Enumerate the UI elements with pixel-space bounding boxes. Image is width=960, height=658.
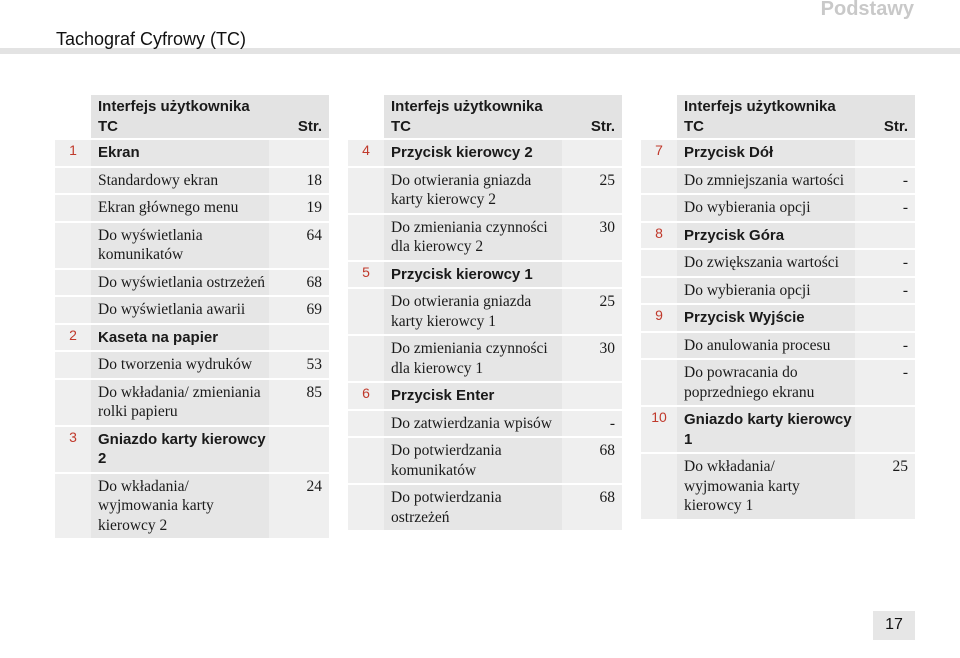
entry-label: Do wkładania/ wyjmowania karty kierowcy 2 <box>91 473 269 539</box>
toc-entry-row <box>641 194 915 222</box>
toc-entry-row <box>55 194 329 222</box>
entry-number <box>55 379 91 426</box>
header-page-label: Str. <box>269 94 329 139</box>
toc-entry-row <box>348 167 622 214</box>
entry-label: Do anulowania procesu <box>677 332 855 360</box>
category-label: Gniazdo karty kierowcy 2 <box>91 426 269 473</box>
toc-category-row <box>55 426 329 473</box>
toc-entry-row <box>348 288 622 335</box>
category-label: Przycisk kierowcy 1 <box>384 261 562 289</box>
toc-table-1 <box>55 93 329 538</box>
entry-page <box>269 426 329 473</box>
entry-number <box>348 214 384 261</box>
entry-number: 7 <box>641 139 677 167</box>
entry-page: 64 <box>269 222 329 269</box>
category-label: Gniazdo karty kierowcy 1 <box>677 406 855 453</box>
toc-table-2 <box>348 93 622 530</box>
entry-number <box>55 296 91 324</box>
entry-label: Do zwiększania wartości <box>677 249 855 277</box>
header-page-label: Str. <box>562 94 622 139</box>
toc-entry-row <box>55 296 329 324</box>
toc-entry-row <box>55 222 329 269</box>
toc-entry-row <box>55 167 329 195</box>
entry-page <box>562 382 622 410</box>
entry-number <box>55 222 91 269</box>
entry-number <box>348 484 384 530</box>
toc-entry-row <box>348 214 622 261</box>
toc-entry-row <box>348 484 622 530</box>
entry-page: - <box>855 249 915 277</box>
header-page-label: Str. <box>855 94 915 139</box>
toc-entry-row <box>348 335 622 382</box>
entry-number: 5 <box>348 261 384 289</box>
header-title: Interfejs użytkownika TC <box>677 94 855 139</box>
entry-number <box>55 194 91 222</box>
toc-category-row <box>348 261 622 289</box>
entry-number: 2 <box>55 324 91 352</box>
toc-entry-row <box>348 410 622 438</box>
entry-page: 19 <box>269 194 329 222</box>
entry-number <box>641 167 677 195</box>
entry-number: 9 <box>641 304 677 332</box>
entry-number <box>55 167 91 195</box>
entry-number <box>348 167 384 214</box>
toc-entry-row <box>55 473 329 539</box>
entry-label: Do potwierdzania komunikatów <box>384 437 562 484</box>
entry-page <box>855 304 915 332</box>
entry-page: 25 <box>855 453 915 519</box>
entry-page: - <box>562 410 622 438</box>
entry-number <box>641 277 677 305</box>
entry-page: 68 <box>562 484 622 530</box>
category-label: Przycisk Enter <box>384 382 562 410</box>
header-spacer <box>641 94 677 139</box>
entry-label: Standardowy ekran <box>91 167 269 195</box>
entry-number <box>641 453 677 519</box>
header-title: Interfejs użytkownika TC <box>91 94 269 139</box>
category-label: Przycisk Wyjście <box>677 304 855 332</box>
entry-number: 1 <box>55 139 91 167</box>
entry-label: Do wkładania/ wyjmowania karty kierowcy 1 <box>677 453 855 519</box>
toc-entry-row <box>641 332 915 360</box>
entry-label: Do otwierania gniazda karty kierowcy 1 <box>384 288 562 335</box>
category-label: Przycisk kierowcy 2 <box>384 139 562 167</box>
toc-entry-row <box>641 359 915 406</box>
toc-entry-row <box>55 379 329 426</box>
category-label: Przycisk Dół <box>677 139 855 167</box>
toc-header-row <box>55 94 329 139</box>
toc-entry-row <box>641 453 915 519</box>
entry-page: 30 <box>562 335 622 382</box>
document-title: Tachograf Cyfrowy (TC) <box>56 29 247 49</box>
entry-label: Do tworzenia wydruków <box>91 351 269 379</box>
entry-page: - <box>855 277 915 305</box>
entry-page: 68 <box>562 437 622 484</box>
entry-label: Do otwierania gniazda karty kierowcy 2 <box>384 167 562 214</box>
entry-number <box>55 351 91 379</box>
entry-label: Ekran głównego menu <box>91 194 269 222</box>
entry-number <box>348 335 384 382</box>
entry-number: 10 <box>641 406 677 453</box>
entry-page: 25 <box>562 288 622 335</box>
entry-label: Do wkładania/ zmieniania rolki papieru <box>91 379 269 426</box>
entry-number <box>641 359 677 406</box>
entry-page <box>562 139 622 167</box>
entry-page <box>855 222 915 250</box>
entry-page <box>855 406 915 453</box>
entry-label: Do wyświetlania ostrzeżeń <box>91 269 269 297</box>
entry-label: Do zmieniania czynności dla kierowcy 1 <box>384 335 562 382</box>
entry-number <box>348 437 384 484</box>
toc-entry-row <box>641 249 915 277</box>
entry-page: 85 <box>269 379 329 426</box>
entry-page: - <box>855 332 915 360</box>
toc-category-row <box>348 139 622 167</box>
entry-number <box>641 194 677 222</box>
entry-number <box>348 288 384 335</box>
entry-page <box>562 261 622 289</box>
section-title: Podstawy <box>820 0 914 20</box>
entry-page: - <box>855 194 915 222</box>
entry-label: Do zatwierdzania wpisów <box>384 410 562 438</box>
toc-category-row <box>641 406 915 453</box>
entry-number: 6 <box>348 382 384 410</box>
toc-category-row <box>55 139 329 167</box>
entry-page: 25 <box>562 167 622 214</box>
header-spacer <box>348 94 384 139</box>
entry-page: 24 <box>269 473 329 539</box>
entry-number <box>641 249 677 277</box>
entry-label: Do wybierania opcji <box>677 277 855 305</box>
header-title: Interfejs użytkownika TC <box>384 94 562 139</box>
entry-page <box>269 139 329 167</box>
entry-page: 18 <box>269 167 329 195</box>
page-header <box>0 0 960 49</box>
entry-number <box>348 410 384 438</box>
entry-page <box>269 324 329 352</box>
entry-page: 69 <box>269 296 329 324</box>
toc-category-row <box>55 324 329 352</box>
entry-number <box>55 473 91 539</box>
toc-header-row <box>348 94 622 139</box>
entry-number: 8 <box>641 222 677 250</box>
entry-number: 4 <box>348 139 384 167</box>
toc-entry-row <box>348 437 622 484</box>
header-spacer <box>55 94 91 139</box>
entry-number: 3 <box>55 426 91 473</box>
category-label: Kaseta na papier <box>91 324 269 352</box>
entry-label: Do powracania do poprzedniego ekranu <box>677 359 855 406</box>
toc-category-row <box>641 304 915 332</box>
toc-category-row <box>641 222 915 250</box>
toc-entry-row <box>55 351 329 379</box>
entry-page: 68 <box>269 269 329 297</box>
entry-number <box>641 332 677 360</box>
toc-entry-row <box>641 277 915 305</box>
entry-label: Do zmniejszania wartości <box>677 167 855 195</box>
toc-entry-row <box>55 269 329 297</box>
entry-page: - <box>855 359 915 406</box>
toc-header-row <box>641 94 915 139</box>
toc-category-row <box>641 139 915 167</box>
page-number: 17 <box>873 611 915 640</box>
entry-label: Do wyświetlania komunikatów <box>91 222 269 269</box>
entry-number <box>55 269 91 297</box>
entry-page <box>855 139 915 167</box>
entry-label: Do wyświetlania awarii <box>91 296 269 324</box>
toc-category-row <box>348 382 622 410</box>
entry-page: - <box>855 167 915 195</box>
entry-label: Do zmieniania czynności dla kierowcy 2 <box>384 214 562 261</box>
category-label: Ekran <box>91 139 269 167</box>
entry-page: 53 <box>269 351 329 379</box>
entry-page: 30 <box>562 214 622 261</box>
entry-label: Do potwierdzania ostrzeżeń <box>384 484 562 530</box>
toc-table-3 <box>641 93 915 519</box>
entry-label: Do wybierania opcji <box>677 194 855 222</box>
category-label: Przycisk Góra <box>677 222 855 250</box>
toc-entry-row <box>641 167 915 195</box>
